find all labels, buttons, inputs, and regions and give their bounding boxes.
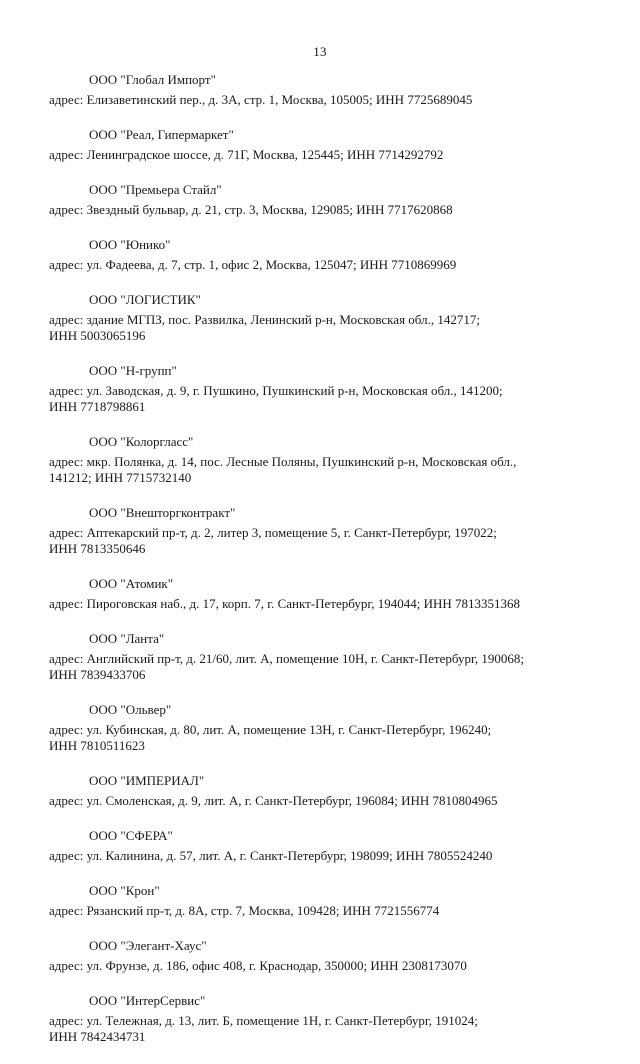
organization-name: ООО "Колоргласс" — [89, 434, 194, 449]
organization-address: адрес: ул. Заводская, д. 9, г. Пушкино, Пушкинский р-н, Московская обл., 141200; ИНН 7718798861 — [49, 383, 503, 414]
organization-address: адрес: ул. Фрунзе, д. 186, офис 408, г. Краснодар, 350000; ИНН 2308173070 — [49, 958, 467, 973]
list-item — [49, 127, 609, 163]
list-item — [49, 434, 609, 486]
list-item — [49, 631, 609, 683]
organization-name: ООО "Атомик" — [89, 576, 174, 591]
organization-address: адрес: ул. Фадеева, д. 7, стр. 1, офис 2, Москва, 125047; ИНН 7710869969 — [49, 257, 457, 272]
list-item — [49, 938, 609, 974]
organization-name: ООО "Ольвер" — [89, 702, 172, 717]
organization-address: адрес: ул. Калинина, д. 57, лит. А, г. Санкт-Петербург, 198099; ИНН 7805524240 — [49, 848, 493, 863]
organization-name: ООО "Ланта" — [89, 631, 165, 646]
organization-address: адрес: ул. Кубинская, д. 80, лит. А, помещение 13Н, г. Санкт-Петербург, 196240; ИНН 7810511623 — [49, 722, 492, 753]
organization-name: ООО "Премьера Стайл" — [89, 182, 222, 197]
organization-address: адрес: Ленинградское шоссе, д. 71Г, Москва, 125445; ИНН 7714292792 — [49, 147, 444, 162]
organization-name: ООО "Крон" — [89, 883, 160, 898]
organization-name: ООО "Внешторгконтракт" — [89, 505, 236, 520]
organization-name: ООО "Глобал Импорт" — [89, 72, 216, 87]
organization-address: адрес: Английский пр-т, д. 21/60, лит. А, помещение 10Н, г. Санкт-Петербург, 190068; ИНН 7839433706 — [49, 651, 524, 682]
organization-address: адрес: Аптекарский пр-т, д. 2, литер 3, помещение 5, г. Санкт-Петербург, 197022; ИНН 7813350646 — [49, 525, 497, 556]
organization-address: адрес: Елизаветинский пер., д. 3А, стр. 1, Москва, 105005; ИНН 7725689045 — [49, 92, 473, 107]
list-item — [49, 182, 609, 218]
organization-name: ООО "СФЕРА" — [89, 828, 173, 843]
organization-address: адрес: здание МГПЗ, пос. Развилка, Ленинский р-н, Московская обл., 142717; ИНН 5003065196 — [49, 312, 480, 343]
organization-name: ООО "Н-групп" — [89, 363, 177, 378]
organization-address: адрес: Рязанский пр-т, д. 8А, стр. 7, Москва, 109428; ИНН 7721556774 — [49, 903, 440, 918]
list-item — [49, 828, 609, 864]
organization-name: ООО "ЛОГИСТИК" — [89, 292, 201, 307]
organization-name: ООО "ИМПЕРИАЛ" — [89, 773, 205, 788]
list-item — [49, 576, 609, 612]
list-item — [49, 883, 609, 919]
list-item — [49, 773, 609, 809]
page-number: 13 — [313, 44, 327, 59]
list-item — [49, 505, 609, 557]
organization-address: адрес: ул. Тележная, д. 13, лит. Б, помещение 1Н, г. Санкт-Петербург, 191024; ИНН 7842434731 — [49, 1013, 478, 1044]
organization-address: адрес: Пироговская наб., д. 17, корп. 7, г. Санкт-Петербург, 194044; ИНН 7813351368 — [49, 596, 521, 611]
organization-name: ООО "Элегант-Хаус" — [89, 938, 207, 953]
list-item — [49, 237, 609, 273]
organization-name: ООО "Реал, Гипермаркет" — [89, 127, 234, 142]
organization-address: адрес: ул. Смоленская, д. 9, лит. А, г. Санкт-Петербург, 196084; ИНН 7810804965 — [49, 793, 498, 808]
list-item — [49, 702, 609, 754]
list-item — [49, 363, 609, 415]
organization-name: ООО "ИнтерСервис" — [89, 993, 206, 1008]
organization-address: адрес: Звездный бульвар, д. 21, стр. 3, Москва, 129085; ИНН 7717620868 — [49, 202, 453, 217]
organization-address: адрес: мкр. Полянка, д. 14, пос. Лесные Поляны, Пушкинский р-н, Московская обл., 141212; ИНН 7715732140 — [49, 454, 517, 485]
list-item — [49, 292, 609, 344]
list-item — [49, 72, 609, 108]
organization-name: ООО "Юнико" — [89, 237, 171, 252]
list-item — [49, 993, 609, 1045]
organization-list — [49, 72, 609, 1064]
